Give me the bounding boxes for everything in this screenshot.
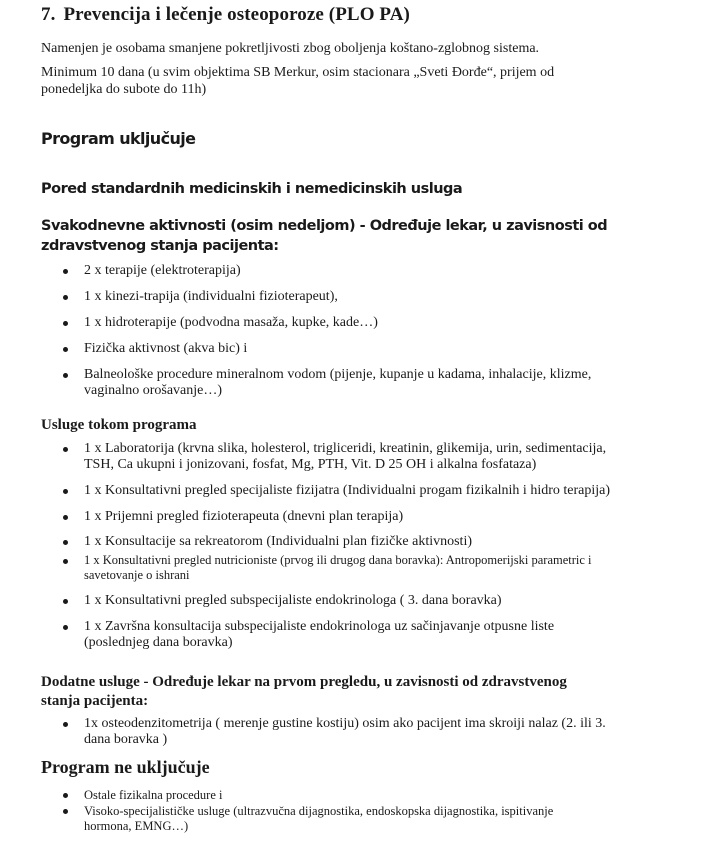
purpose-text: Namenjen je osobama smanjene pokretljivosti zbog oboljenja koštano-zglobnog sistema. [41, 41, 540, 56]
list-item [63, 509, 683, 525]
list-item [63, 804, 683, 834]
duration-line: Minimum 10 dana (u svim objektima SB Merkur, osim stacionara „Sveti Đorđe“, prijem od [41, 65, 555, 80]
item-text: 1 x Konsultativni pregled nutricioniste (prvog ili drugog dana boravka): Antropomerijski parametric i [84, 553, 592, 567]
section-title [41, 4, 410, 26]
item-text: vaginalno orošavanje…) [84, 383, 223, 398]
item-text: 1 x hidroterapije (podvodna masaža, kupke, kade…) [84, 315, 378, 330]
item-text: TSH, Ca ukupni i jonizovani, fosfat, Mg, PTH, Vit. D 25 OH i alkalna fosfataza) [84, 457, 537, 472]
bullet-icon [63, 722, 68, 727]
list-item [63, 315, 683, 331]
bullet-icon [63, 321, 68, 326]
services-list [63, 441, 683, 651]
item-text: Ostale fizikalna procedure i [84, 788, 223, 802]
heading-line: zdravstvenog stanja pacijenta: [41, 238, 279, 254]
list-item [63, 483, 683, 499]
duration-line: ponedeljka do subote do 11h) [41, 82, 207, 97]
bullet-icon [63, 447, 68, 452]
list-item [63, 341, 683, 357]
item-text: savetovanje o ishrani [84, 568, 190, 582]
bullet-icon [63, 269, 68, 274]
item-text: Balneološke procedure mineralnom vodom (pijenje, kupanje u kadama, inhalacije, klizme, [84, 367, 592, 382]
bullet-icon [63, 793, 68, 798]
item-text: 1x osteodenzitometrija ( merenje gustine kostiju) osim ako pacijent ima skroiji nalaz (2. ili 3. [84, 716, 606, 731]
item-text: 1 x Prijemni pregled fizioterapeuta (dnevni plan terapija) [84, 509, 404, 524]
bullet-icon [63, 625, 68, 630]
bullet-icon [63, 540, 68, 545]
program-excludes-list [63, 788, 683, 834]
bullet-icon [63, 295, 68, 300]
item-text: dana boravka ) [84, 732, 168, 747]
list-item [63, 788, 683, 803]
duration-text [41, 64, 554, 98]
list-item [63, 534, 683, 550]
item-text: 1 x kinezi-trapija (individualni fizioterapeut), [84, 289, 338, 304]
standard-services-heading: Pored standardnih medicinskih i nemedicinskih usluga [41, 181, 463, 197]
heading-line: Dodatne usluge - Određuje lekar na prvom pregledu, u zavisnosti od zdravstvenog [41, 674, 567, 690]
list-item [63, 619, 683, 651]
item-text: 1 x Konsultativni pregled specijaliste fizijatra (Individualni progam fizikalnih i hidro terapija) [84, 483, 611, 498]
bullet-icon [63, 489, 68, 494]
item-text: 1 x Laboratorija (krvna slika, holesterol, trigliceridi, kreatinin, glikemija, urin, sedimentacija, [84, 441, 607, 456]
additional-services-heading [41, 673, 567, 711]
services-heading: Usluge tokom programa [41, 417, 197, 433]
list-item [63, 553, 683, 583]
item-text: hormona, EMNG…) [84, 819, 189, 833]
program-includes-heading: Program uključuje [41, 129, 196, 148]
bullet-icon [63, 515, 68, 520]
daily-activities-heading [41, 216, 607, 256]
item-text: 1 x Konsultativni pregled subspecijaliste endokrinologa ( 3. dana boravka) [84, 593, 502, 608]
heading-line: stanja pacijenta: [41, 693, 149, 709]
item-text: 2 x terapije (elektroterapija) [84, 263, 241, 278]
list-item [63, 367, 683, 399]
bullet-icon [63, 809, 68, 814]
list-item [63, 289, 683, 305]
list-item [63, 441, 683, 473]
item-text: Visoko-specijalističke usluge (ultrazvučna dijagnostika, endoskopska dijagnostika, ispitivanje [84, 804, 554, 818]
list-item [63, 593, 683, 609]
heading-line: Svakodnevne aktivnosti (osim nedeljom) - Određuje lekar, u zavisnosti od [41, 218, 608, 234]
bullet-icon [63, 347, 68, 352]
item-text: 1 x Završna konsultacija subspecijaliste endokrinologa uz sačinjavanje otpusne liste [84, 619, 555, 634]
bullet-icon [63, 599, 68, 604]
additional-services-list [63, 716, 683, 748]
list-item [63, 716, 683, 748]
list-item [63, 263, 683, 279]
section-number: 7. [41, 4, 56, 25]
bullet-icon [63, 373, 68, 378]
item-text: 1 x Konsultacije sa rekreatorom (Individualni plan fizičke aktivnosti) [84, 534, 472, 549]
program-excludes-heading: Program ne uključuje [41, 757, 210, 777]
item-text: Fizička aktivnost (akva bic) i [84, 341, 248, 356]
daily-activities-list [63, 263, 683, 399]
bullet-icon [63, 559, 68, 564]
item-text: (poslednjeg dana boravka) [84, 635, 233, 650]
section-title-text: Prevencija i lečenje osteoporoze (PLO PA) [63, 4, 410, 25]
